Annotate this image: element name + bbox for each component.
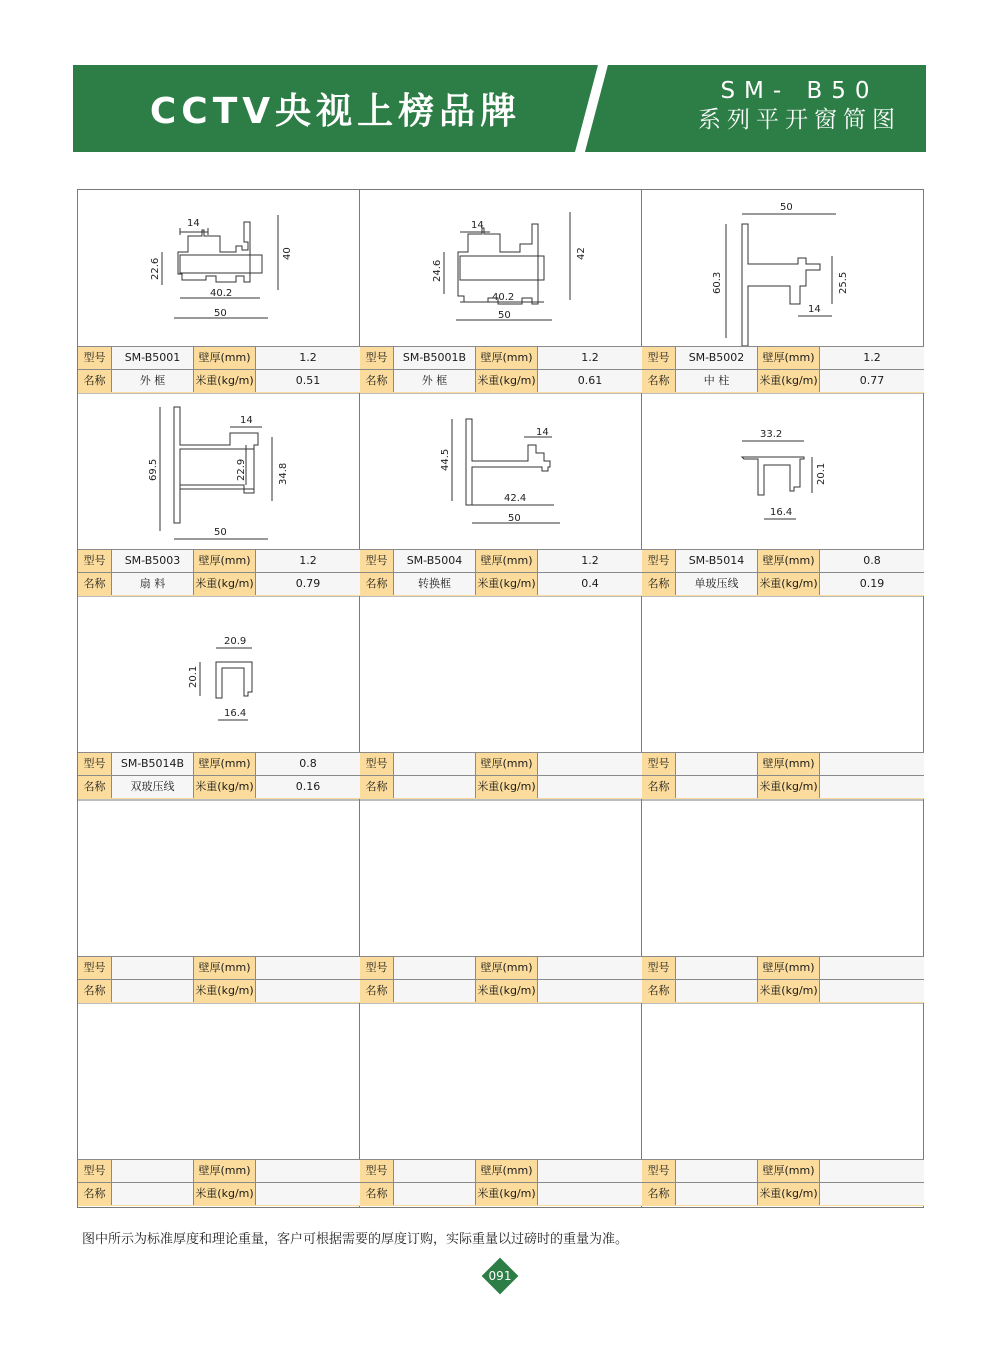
- header-banner: [73, 65, 926, 152]
- spec-table: [642, 752, 924, 799]
- profile-cell: [78, 1003, 360, 1206]
- weight-label: 米重(kg/m): [476, 573, 538, 595]
- spec-row-name: [642, 775, 924, 799]
- model-value: [676, 753, 758, 775]
- name-value: [394, 980, 476, 1002]
- wall-value: 1.2: [820, 347, 924, 369]
- spec-row-model: [360, 1159, 642, 1183]
- wall-label: 壁厚(mm): [758, 1160, 820, 1182]
- model-value: [394, 1160, 476, 1182]
- spec-row-model: [360, 956, 642, 980]
- name-label: 名称: [642, 370, 676, 392]
- model-value: SM-B5014B: [112, 753, 194, 775]
- model-label: 型号: [360, 347, 394, 369]
- profile-cell: [360, 800, 642, 1003]
- dim-label: 22.6: [150, 257, 161, 280]
- name-value: [112, 980, 194, 1002]
- profile-grid: [77, 189, 924, 1208]
- profile-cell: [642, 596, 924, 799]
- weight-label: 米重(kg/m): [476, 980, 538, 1002]
- weight-label: 米重(kg/m): [758, 776, 820, 798]
- spec-row-model: [360, 752, 642, 776]
- dim-label: 34.8: [278, 462, 289, 485]
- name-value: 双玻压线: [112, 776, 194, 798]
- dim-label: 42.4: [504, 493, 527, 504]
- spec-row-model: [78, 752, 360, 776]
- profile-drawing: [78, 393, 360, 549]
- model-value: SM-B5001B: [394, 347, 476, 369]
- model-value: SM-B5014: [676, 550, 758, 572]
- weight-value: [538, 776, 642, 798]
- spec-row-name: [360, 979, 642, 1003]
- profile-drawing: [78, 596, 360, 752]
- spec-row-model: [78, 1159, 360, 1183]
- weight-label: 米重(kg/m): [758, 573, 820, 595]
- wall-label: 壁厚(mm): [758, 753, 820, 775]
- name-value: 外 框: [394, 370, 476, 392]
- dim-label: 14: [187, 218, 200, 229]
- wall-label: 壁厚(mm): [194, 550, 256, 572]
- wall-value: 0.8: [256, 753, 360, 775]
- weight-label: 米重(kg/m): [194, 573, 256, 595]
- spec-row-name: [78, 572, 360, 596]
- weight-value: [820, 776, 924, 798]
- dim-label: 50: [214, 308, 227, 319]
- name-value: [112, 1183, 194, 1205]
- name-label: 名称: [360, 776, 394, 798]
- weight-label: 米重(kg/m): [476, 776, 538, 798]
- weight-value: 0.61: [538, 370, 642, 392]
- model-label: 型号: [642, 550, 676, 572]
- dim-label: 14: [240, 415, 253, 426]
- model-label: 型号: [78, 347, 112, 369]
- name-value: [676, 980, 758, 1002]
- dim-label: 25.5: [838, 271, 849, 294]
- profile-drawing: [78, 1003, 360, 1159]
- name-label: 名称: [642, 776, 676, 798]
- page-number: 091: [488, 1269, 512, 1283]
- name-value: [394, 776, 476, 798]
- weight-label: 米重(kg/m): [476, 370, 538, 392]
- wall-value: 1.2: [538, 550, 642, 572]
- wall-label: 壁厚(mm): [476, 753, 538, 775]
- dim-label: 50: [498, 310, 511, 321]
- name-label: 名称: [360, 573, 394, 595]
- wall-label: 壁厚(mm): [476, 957, 538, 979]
- model-value: [394, 753, 476, 775]
- weight-label: 米重(kg/m): [194, 1183, 256, 1205]
- weight-label: 米重(kg/m): [194, 776, 256, 798]
- dim-label: 24.6: [432, 259, 443, 282]
- wall-value: [538, 1160, 642, 1182]
- model-value: SM-B5004: [394, 550, 476, 572]
- spec-row-name: [642, 369, 924, 393]
- spec-row-name: [642, 979, 924, 1003]
- dim-label: 42: [576, 247, 587, 260]
- name-value: [676, 1183, 758, 1205]
- footnote: 图中所示为标准厚度和理论重量，客户可根据需要的厚度订购，实际重量以过磅时的重量为准。: [82, 1232, 629, 1247]
- name-value: 转换框: [394, 573, 476, 595]
- name-value: 中 柱: [676, 370, 758, 392]
- model-value: SM-B5001: [112, 347, 194, 369]
- profile-drawing: [642, 393, 924, 549]
- dim-label: 40.2: [492, 292, 515, 303]
- brand-title: CCTV央视上榜品牌: [149, 91, 522, 132]
- spec-table: [360, 956, 642, 1003]
- name-label: 名称: [642, 573, 676, 595]
- spec-table: [360, 752, 642, 799]
- spec-row-name: [360, 572, 642, 596]
- spec-table: [78, 549, 360, 596]
- spec-row-name: [78, 775, 360, 799]
- wall-value: [820, 1160, 924, 1182]
- spec-row-model: [642, 752, 924, 776]
- model-label: 型号: [642, 347, 676, 369]
- profile-cell: [360, 1003, 642, 1206]
- weight-value: [820, 1183, 924, 1205]
- weight-value: 0.16: [256, 776, 360, 798]
- weight-value: [820, 980, 924, 1002]
- weight-label: 米重(kg/m): [476, 1183, 538, 1205]
- dim-label: 69.5: [148, 458, 159, 481]
- dim-label: 44.5: [440, 448, 451, 471]
- model-value: [112, 1160, 194, 1182]
- wall-label: 壁厚(mm): [758, 347, 820, 369]
- profile-drawing: [360, 393, 642, 549]
- model-label: 型号: [360, 957, 394, 979]
- weight-label: 米重(kg/m): [758, 980, 820, 1002]
- spec-table: [78, 1159, 360, 1206]
- model-label: 型号: [78, 550, 112, 572]
- profile-cell: [360, 393, 642, 596]
- name-value: [394, 1183, 476, 1205]
- spec-row-model: [642, 956, 924, 980]
- name-label: 名称: [360, 1183, 394, 1205]
- name-label: 名称: [78, 776, 112, 798]
- model-label: 型号: [642, 957, 676, 979]
- spec-row-model: [78, 956, 360, 980]
- model-label: 型号: [642, 753, 676, 775]
- spec-row-model: [78, 346, 360, 370]
- weight-value: 0.19: [820, 573, 924, 595]
- wall-value: [256, 1160, 360, 1182]
- name-label: 名称: [360, 370, 394, 392]
- profile-cell: [78, 190, 360, 393]
- spec-table: [360, 346, 642, 393]
- spec-table: [78, 956, 360, 1003]
- model-value: [676, 1160, 758, 1182]
- weight-value: 0.4: [538, 573, 642, 595]
- wall-label: 壁厚(mm): [758, 550, 820, 572]
- name-label: 名称: [642, 1183, 676, 1205]
- name-label: 名称: [78, 1183, 112, 1205]
- profile-drawing: [642, 800, 924, 956]
- weight-value: [538, 980, 642, 1002]
- wall-label: 壁厚(mm): [194, 753, 256, 775]
- spec-row-model: [360, 346, 642, 370]
- model-label: 型号: [78, 753, 112, 775]
- spec-table: [642, 549, 924, 596]
- wall-value: 1.2: [256, 347, 360, 369]
- spec-table: [642, 956, 924, 1003]
- spec-table: [642, 1159, 924, 1206]
- profile-cell: [642, 1003, 924, 1206]
- model-value: [112, 957, 194, 979]
- dim-label: 20.1: [816, 462, 827, 485]
- weight-label: 米重(kg/m): [758, 370, 820, 392]
- weight-value: 0.79: [256, 573, 360, 595]
- model-value: SM-B5002: [676, 347, 758, 369]
- dim-label: 14: [471, 220, 484, 231]
- spec-row-name: [642, 572, 924, 596]
- profile-drawing: [78, 800, 360, 956]
- spec-table: [360, 549, 642, 596]
- wall-label: 壁厚(mm): [476, 1160, 538, 1182]
- dim-label: 22.9: [236, 458, 247, 481]
- spec-table: [78, 346, 360, 393]
- spec-row-name: [360, 775, 642, 799]
- wall-value: 1.2: [256, 550, 360, 572]
- profile-drawing: [360, 190, 642, 346]
- series-block: [673, 65, 926, 152]
- wall-label: 壁厚(mm): [194, 957, 256, 979]
- dim-label: 50: [508, 513, 521, 524]
- weight-value: 0.51: [256, 370, 360, 392]
- dim-label: 60.3: [712, 271, 723, 294]
- dim-label: 14: [536, 427, 549, 438]
- spec-row-name: [360, 1182, 642, 1206]
- wall-value: [820, 753, 924, 775]
- spec-table: [642, 346, 924, 393]
- model-value: [394, 957, 476, 979]
- spec-row-name: [642, 1182, 924, 1206]
- model-label: 型号: [360, 753, 394, 775]
- name-value: [676, 776, 758, 798]
- wall-label: 壁厚(mm): [476, 550, 538, 572]
- profile-drawing: [360, 1003, 642, 1159]
- profile-cell: [642, 190, 924, 393]
- page-number-badge: [481, 1257, 519, 1295]
- weight-label: 米重(kg/m): [194, 370, 256, 392]
- profile-drawing: [642, 596, 924, 752]
- wall-value: [538, 753, 642, 775]
- wall-value: [256, 957, 360, 979]
- wall-label: 壁厚(mm): [758, 957, 820, 979]
- profile-drawing: [642, 190, 924, 346]
- spec-row-model: [360, 549, 642, 573]
- weight-label: 米重(kg/m): [758, 1183, 820, 1205]
- dim-label: 20.1: [188, 665, 199, 688]
- profile-cell: [78, 800, 360, 1003]
- dim-label: 50: [780, 202, 793, 213]
- name-label: 名称: [360, 980, 394, 1002]
- name-value: 单玻压线: [676, 573, 758, 595]
- dim-label: 20.9: [224, 636, 247, 647]
- dim-label: 40: [282, 247, 293, 260]
- spec-row-name: [78, 369, 360, 393]
- wall-value: 1.2: [538, 347, 642, 369]
- spec-row-name: [360, 369, 642, 393]
- wall-label: 壁厚(mm): [194, 347, 256, 369]
- name-value: 扇 料: [112, 573, 194, 595]
- profile-cell: [360, 596, 642, 799]
- profile-cell: [78, 393, 360, 596]
- spec-table: [360, 1159, 642, 1206]
- series-title: 系列平开窗简图: [698, 107, 901, 133]
- name-label: 名称: [78, 370, 112, 392]
- name-label: 名称: [642, 980, 676, 1002]
- weight-value: [538, 1183, 642, 1205]
- model-label: 型号: [78, 957, 112, 979]
- model-value: [676, 957, 758, 979]
- weight-value: [256, 980, 360, 1002]
- spec-row-name: [78, 1182, 360, 1206]
- profile-drawing: [360, 596, 642, 752]
- dim-label: 40.2: [210, 288, 233, 299]
- profile-drawing: [642, 1003, 924, 1159]
- wall-value: [820, 957, 924, 979]
- name-value: 外 框: [112, 370, 194, 392]
- series-code: SM- B50: [720, 78, 879, 104]
- profile-cell: [360, 190, 642, 393]
- profile-cell: [642, 800, 924, 1003]
- dim-label: 33.2: [760, 429, 783, 440]
- spec-table: [78, 752, 360, 799]
- dim-label: 14: [808, 304, 821, 315]
- spec-row-model: [78, 549, 360, 573]
- profile-cell: [78, 596, 360, 799]
- weight-label: 米重(kg/m): [194, 980, 256, 1002]
- name-label: 名称: [78, 573, 112, 595]
- name-label: 名称: [78, 980, 112, 1002]
- weight-value: 0.77: [820, 370, 924, 392]
- dim-label: 16.4: [224, 708, 247, 719]
- model-label: 型号: [78, 1160, 112, 1182]
- spec-row-model: [642, 1159, 924, 1183]
- wall-value: 0.8: [820, 550, 924, 572]
- profile-drawing: [78, 190, 360, 346]
- wall-value: [538, 957, 642, 979]
- spec-row-model: [642, 346, 924, 370]
- model-value: SM-B5003: [112, 550, 194, 572]
- profile-drawing: [360, 800, 642, 956]
- model-label: 型号: [642, 1160, 676, 1182]
- wall-label: 壁厚(mm): [194, 1160, 256, 1182]
- model-label: 型号: [360, 550, 394, 572]
- profile-cell: [642, 393, 924, 596]
- dim-label: 16.4: [770, 507, 793, 518]
- weight-value: [256, 1183, 360, 1205]
- wall-label: 壁厚(mm): [476, 347, 538, 369]
- model-label: 型号: [360, 1160, 394, 1182]
- spec-row-name: [78, 979, 360, 1003]
- dim-label: 50: [214, 527, 227, 538]
- spec-row-model: [642, 549, 924, 573]
